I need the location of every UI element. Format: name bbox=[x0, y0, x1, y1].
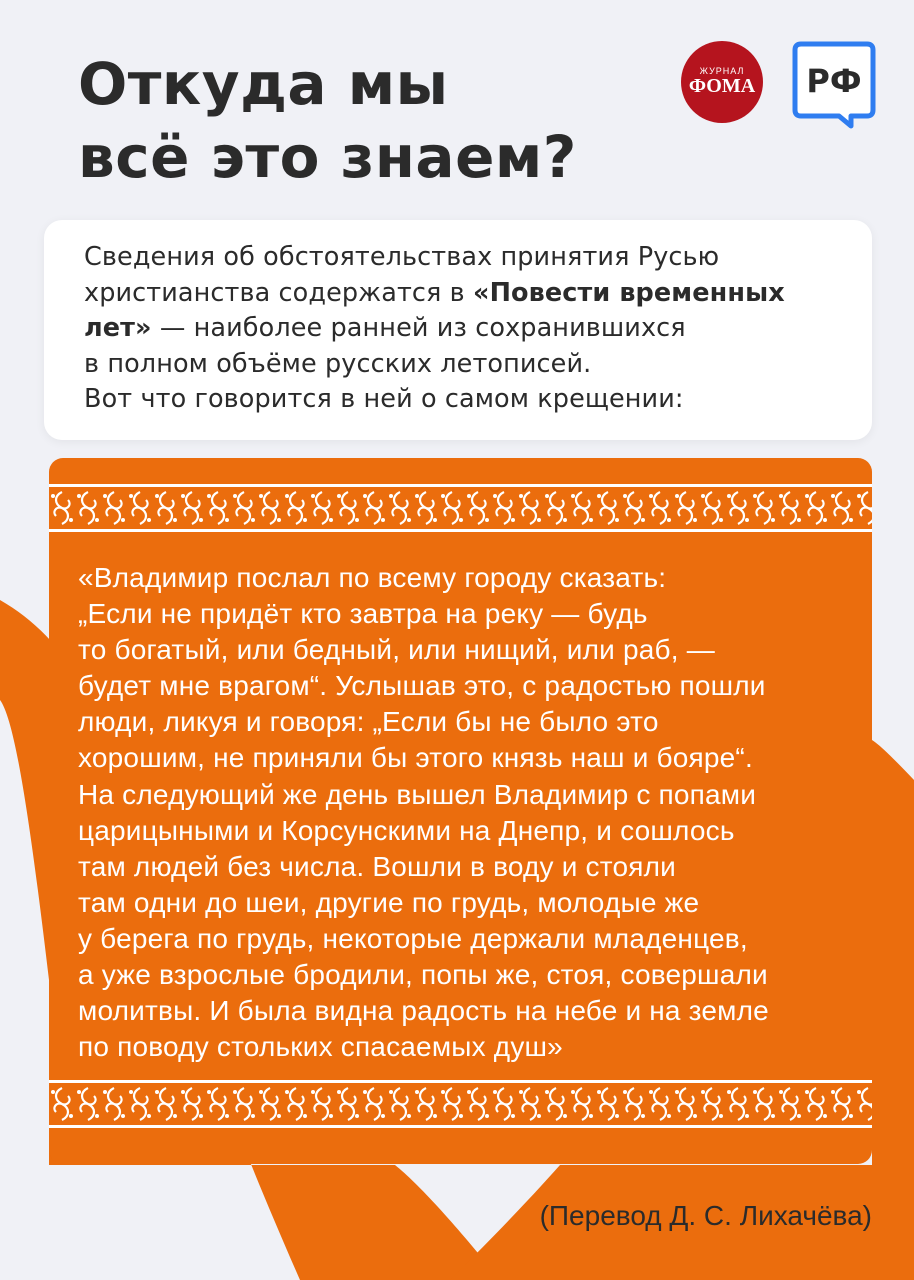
title-line-1: Откуда мы bbox=[78, 50, 449, 118]
chronicle-quote bbox=[78, 560, 769, 1065]
quote-line: На следующий же день вышел Владимир с попами bbox=[78, 778, 757, 810]
quote-line: там людей без числа. Вошли в воду и стояли bbox=[78, 850, 676, 882]
quote-line: по поводу стольких спасаемых душ» bbox=[78, 1031, 563, 1063]
quote-line: а уже взрослые бродили, попы же, стоя, совершали bbox=[78, 959, 768, 991]
intro-line-3-plain: — наиболее ранней из сохранившихся bbox=[151, 313, 686, 343]
rf-logo-text: РФ bbox=[806, 62, 862, 100]
foma-magazine-logo bbox=[680, 40, 764, 124]
intro-line-1: Сведения об обстоятельствах принятия Русью bbox=[84, 242, 720, 272]
page-title bbox=[78, 48, 577, 194]
ornament-border-bottom bbox=[49, 1080, 872, 1128]
quote-line: царицыными и Корсунскими на Днепр, и сошлось bbox=[78, 814, 735, 846]
intro-line-2 bbox=[84, 276, 852, 312]
quote-line: будет мне врагом“. Услышав это, с радостью пошли bbox=[78, 670, 766, 702]
translation-credit: (Перевод Д. С. Лихачёва) bbox=[539, 1200, 872, 1231]
chronicle-title-part-2: лет» bbox=[84, 313, 152, 343]
quote-line: «Владимир послал по всему городу сказать: bbox=[78, 562, 667, 593]
quote-line: люди, ликуя и говоря: „Если бы не было это bbox=[78, 706, 659, 738]
quote-line: „Если не придёт кто завтра на реку — будь bbox=[78, 598, 648, 630]
title-line-2: всё это знаем? bbox=[78, 123, 577, 191]
intro-line-4: в полном объёме русских летописей. bbox=[84, 348, 592, 379]
foma-logo-main-text: ФОМА bbox=[688, 75, 756, 97]
intro-line-3 bbox=[84, 311, 852, 347]
chronicle-title-part-1: «Повести временных bbox=[473, 277, 785, 308]
quote-line: то богатый, или бедный, или нищий, или раб, — bbox=[78, 634, 715, 666]
intro-card bbox=[44, 220, 872, 440]
intro-line-2-plain: христианства содержатся в bbox=[84, 277, 474, 308]
intro-paragraph bbox=[84, 240, 852, 418]
quote-card bbox=[49, 458, 872, 1164]
ornament-border-top bbox=[49, 484, 872, 532]
quote-line: там одни до шеи, другие по грудь, молодые же bbox=[78, 886, 700, 918]
intro-line-5: Вот что говорится в ней о самом крещении: bbox=[84, 384, 684, 414]
foma-logo-small-text: ЖУРНАЛ bbox=[699, 66, 745, 76]
rf-logo bbox=[791, 40, 877, 130]
quote-line: у берега по грудь, некоторые держали младенцев, bbox=[78, 922, 748, 954]
quote-line: хорошим, не приняли бы этого князь наш и бояре“. bbox=[78, 742, 753, 774]
quote-line: молитвы. И была видна радость на небе и на земле bbox=[78, 995, 769, 1027]
